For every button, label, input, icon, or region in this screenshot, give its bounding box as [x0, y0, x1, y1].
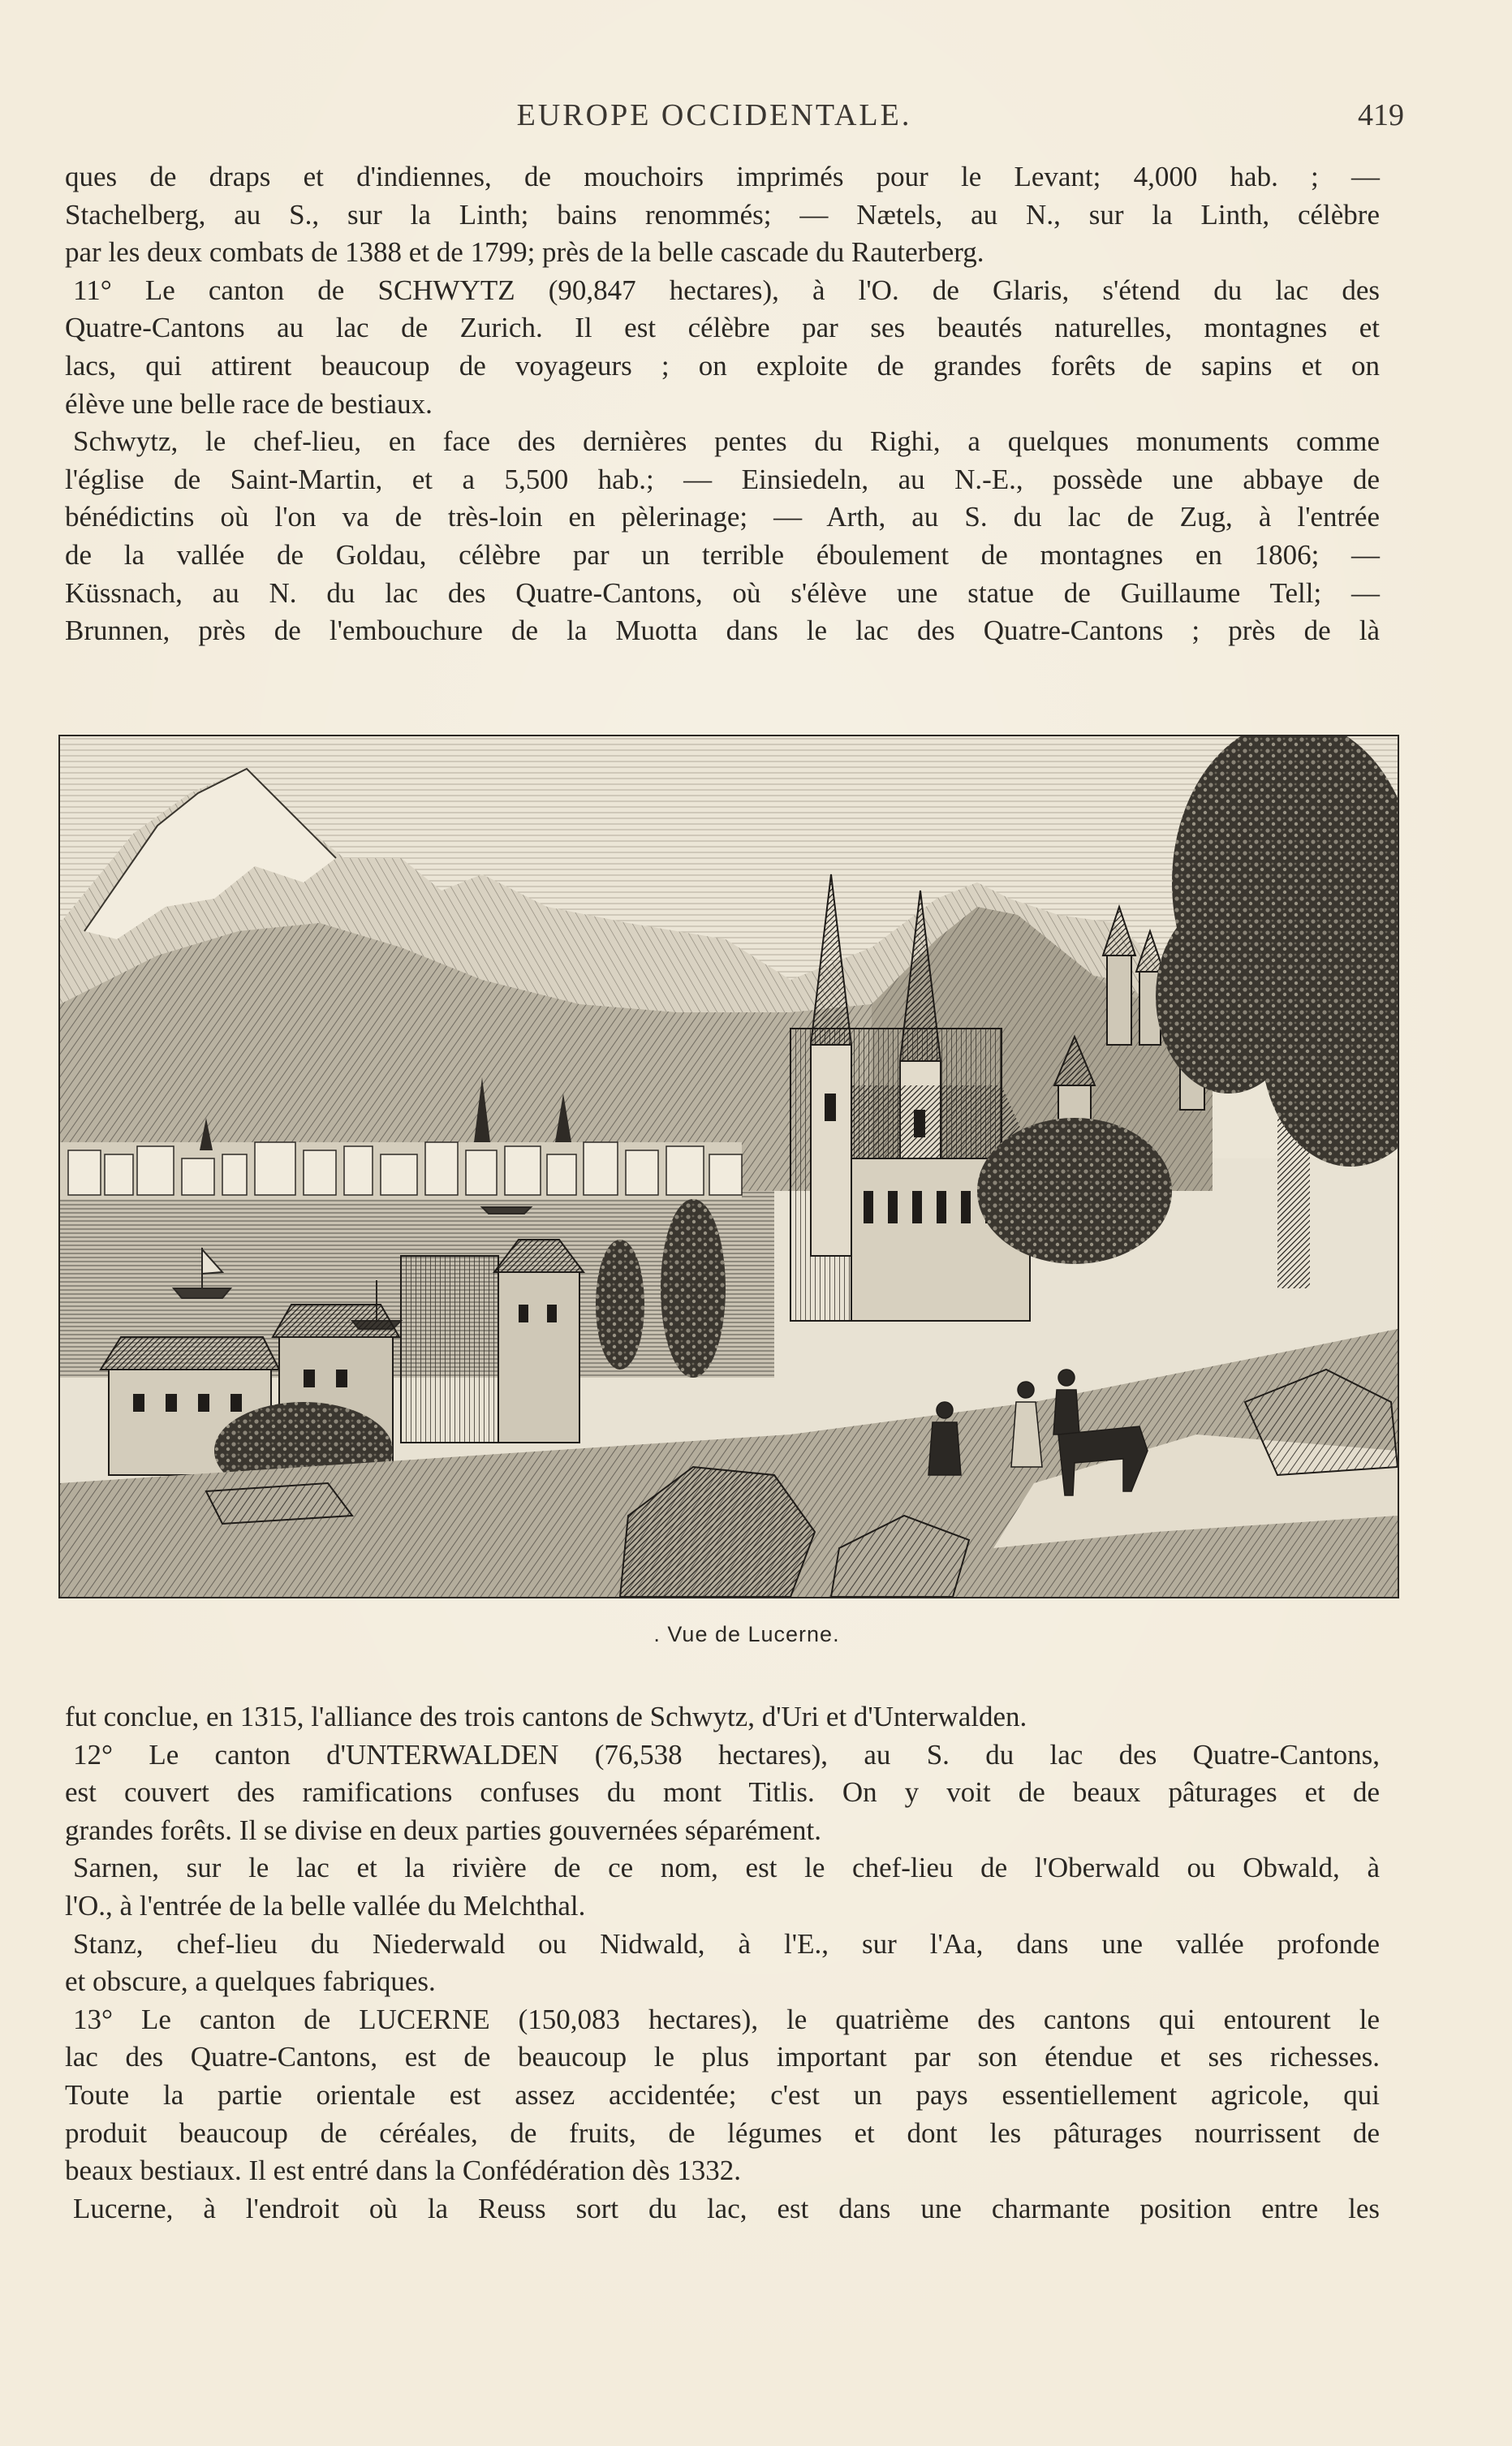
text-line: par les deux combats de 1388 et de 1799; près de la belle cascade du Rauterberg.	[65, 236, 984, 269]
text-line: 12° Le canton d'UNTERWALDEN (76,538 hectares), au S. du lac des Quatre-Cantons,	[73, 1738, 1380, 1771]
text-line: et obscure, a quelques fabriques.	[65, 1965, 436, 1998]
engraving-lucerne-view	[58, 735, 1399, 1598]
text-line: lacs, qui attirent beaucoup de voyageurs ; on exploite de grandes forêts de sapins et on	[65, 349, 1380, 382]
text-line: Toute la partie orientale est assez accidentée; c'est un pays essentiellement agricole, qui	[65, 2078, 1380, 2111]
text-block-top	[65, 158, 1380, 650]
text-line: produit beaucoup de céréales, de fruits, de légumes et dont les pâturages nourrissent de	[65, 2116, 1380, 2149]
text-line: bénédictins où l'on va de très-loin en pèlerinage; — Arth, au S. du lac de Zug, à l'entrée	[65, 501, 1380, 533]
text-line: Brunnen, près de l'embouchure de la Muotta dans le lac des Quatre-Cantons ; près de là	[65, 615, 1380, 647]
text-line: Sarnen, sur le lac et la rivière de ce nom, est le chef-lieu de l'Oberwald ou Obwald, à	[73, 1852, 1380, 1884]
text-line: est couvert des ramifications confuses du mont Titlis. On y voit de beaux pâturages et de	[65, 1776, 1380, 1809]
text-line: Quatre-Cantons au lac de Zurich. Il est célèbre par ses beautés naturelles, montagnes et	[65, 312, 1380, 344]
text-line: Küssnach, au N. du lac des Quatre-Cantons, où s'élève une statue de Guillaume Tell; —	[65, 576, 1380, 609]
text-line: l'O., à l'entrée de la belle vallée du Melchthal.	[65, 1889, 586, 1922]
text-line: ques de draps et d'indiennes, de mouchoirs imprimés pour le Levant; 4,000 hab. ; —	[65, 161, 1380, 192]
text-line: fut conclue, en 1315, l'alliance des trois cantons de Schwytz, d'Uri et d'Unterwalden.	[65, 1701, 1027, 1732]
text-line: élève une belle race de bestiaux.	[65, 387, 433, 420]
text-line: Stachelberg, au S., sur la Linth; bains renommés; — Nætels, au N., sur la Linth, célèbre	[65, 198, 1380, 231]
text-line: de la vallée de Goldau, célèbre par un terrible éboulement de montagnes en 1806; —	[65, 538, 1380, 571]
text-line: 13° Le canton de LUCERNE (150,083 hectares), le quatrième des cantons qui entourent le	[73, 2003, 1380, 2035]
page-number: 419	[1358, 98, 1404, 132]
text-line: l'église de Saint-Martin, et a 5,500 hab.; — Einsiedeln, au N.-E., possède une abbaye de	[65, 463, 1380, 495]
figure-caption: . Vue de Lucerne.	[653, 1622, 840, 1646]
text-line: grandes forêts. Il se divise en deux parties gouvernées séparément.	[65, 1814, 822, 1846]
text-line: Lucerne, à l'endroit où la Reuss sort du lac, est dans une charmante position entre les	[73, 2192, 1380, 2224]
running-title: EUROPE OCCIDENTALE.	[516, 98, 912, 132]
text-line: beaux bestiaux. Il est entré dans la Confédération dès 1332.	[65, 2155, 741, 2187]
text-line: 11° Le canton de SCHWYTZ (90,847 hectares), à l'O. de Glaris, s'étend du lac des	[73, 274, 1380, 306]
text-line: lac des Quatre-Cantons, est de beaucoup le plus important par son étendue et ses richesses.	[65, 2041, 1380, 2073]
text-line: Schwytz, le chef-lieu, en face des dernières pentes du Righi, a quelques monuments comme	[73, 425, 1380, 458]
text-line: Stanz, chef-lieu du Niederwald ou Nidwald, à l'E., sur l'Aa, dans une vallée profonde	[73, 1927, 1380, 1960]
text-block-bottom	[65, 1698, 1380, 2228]
